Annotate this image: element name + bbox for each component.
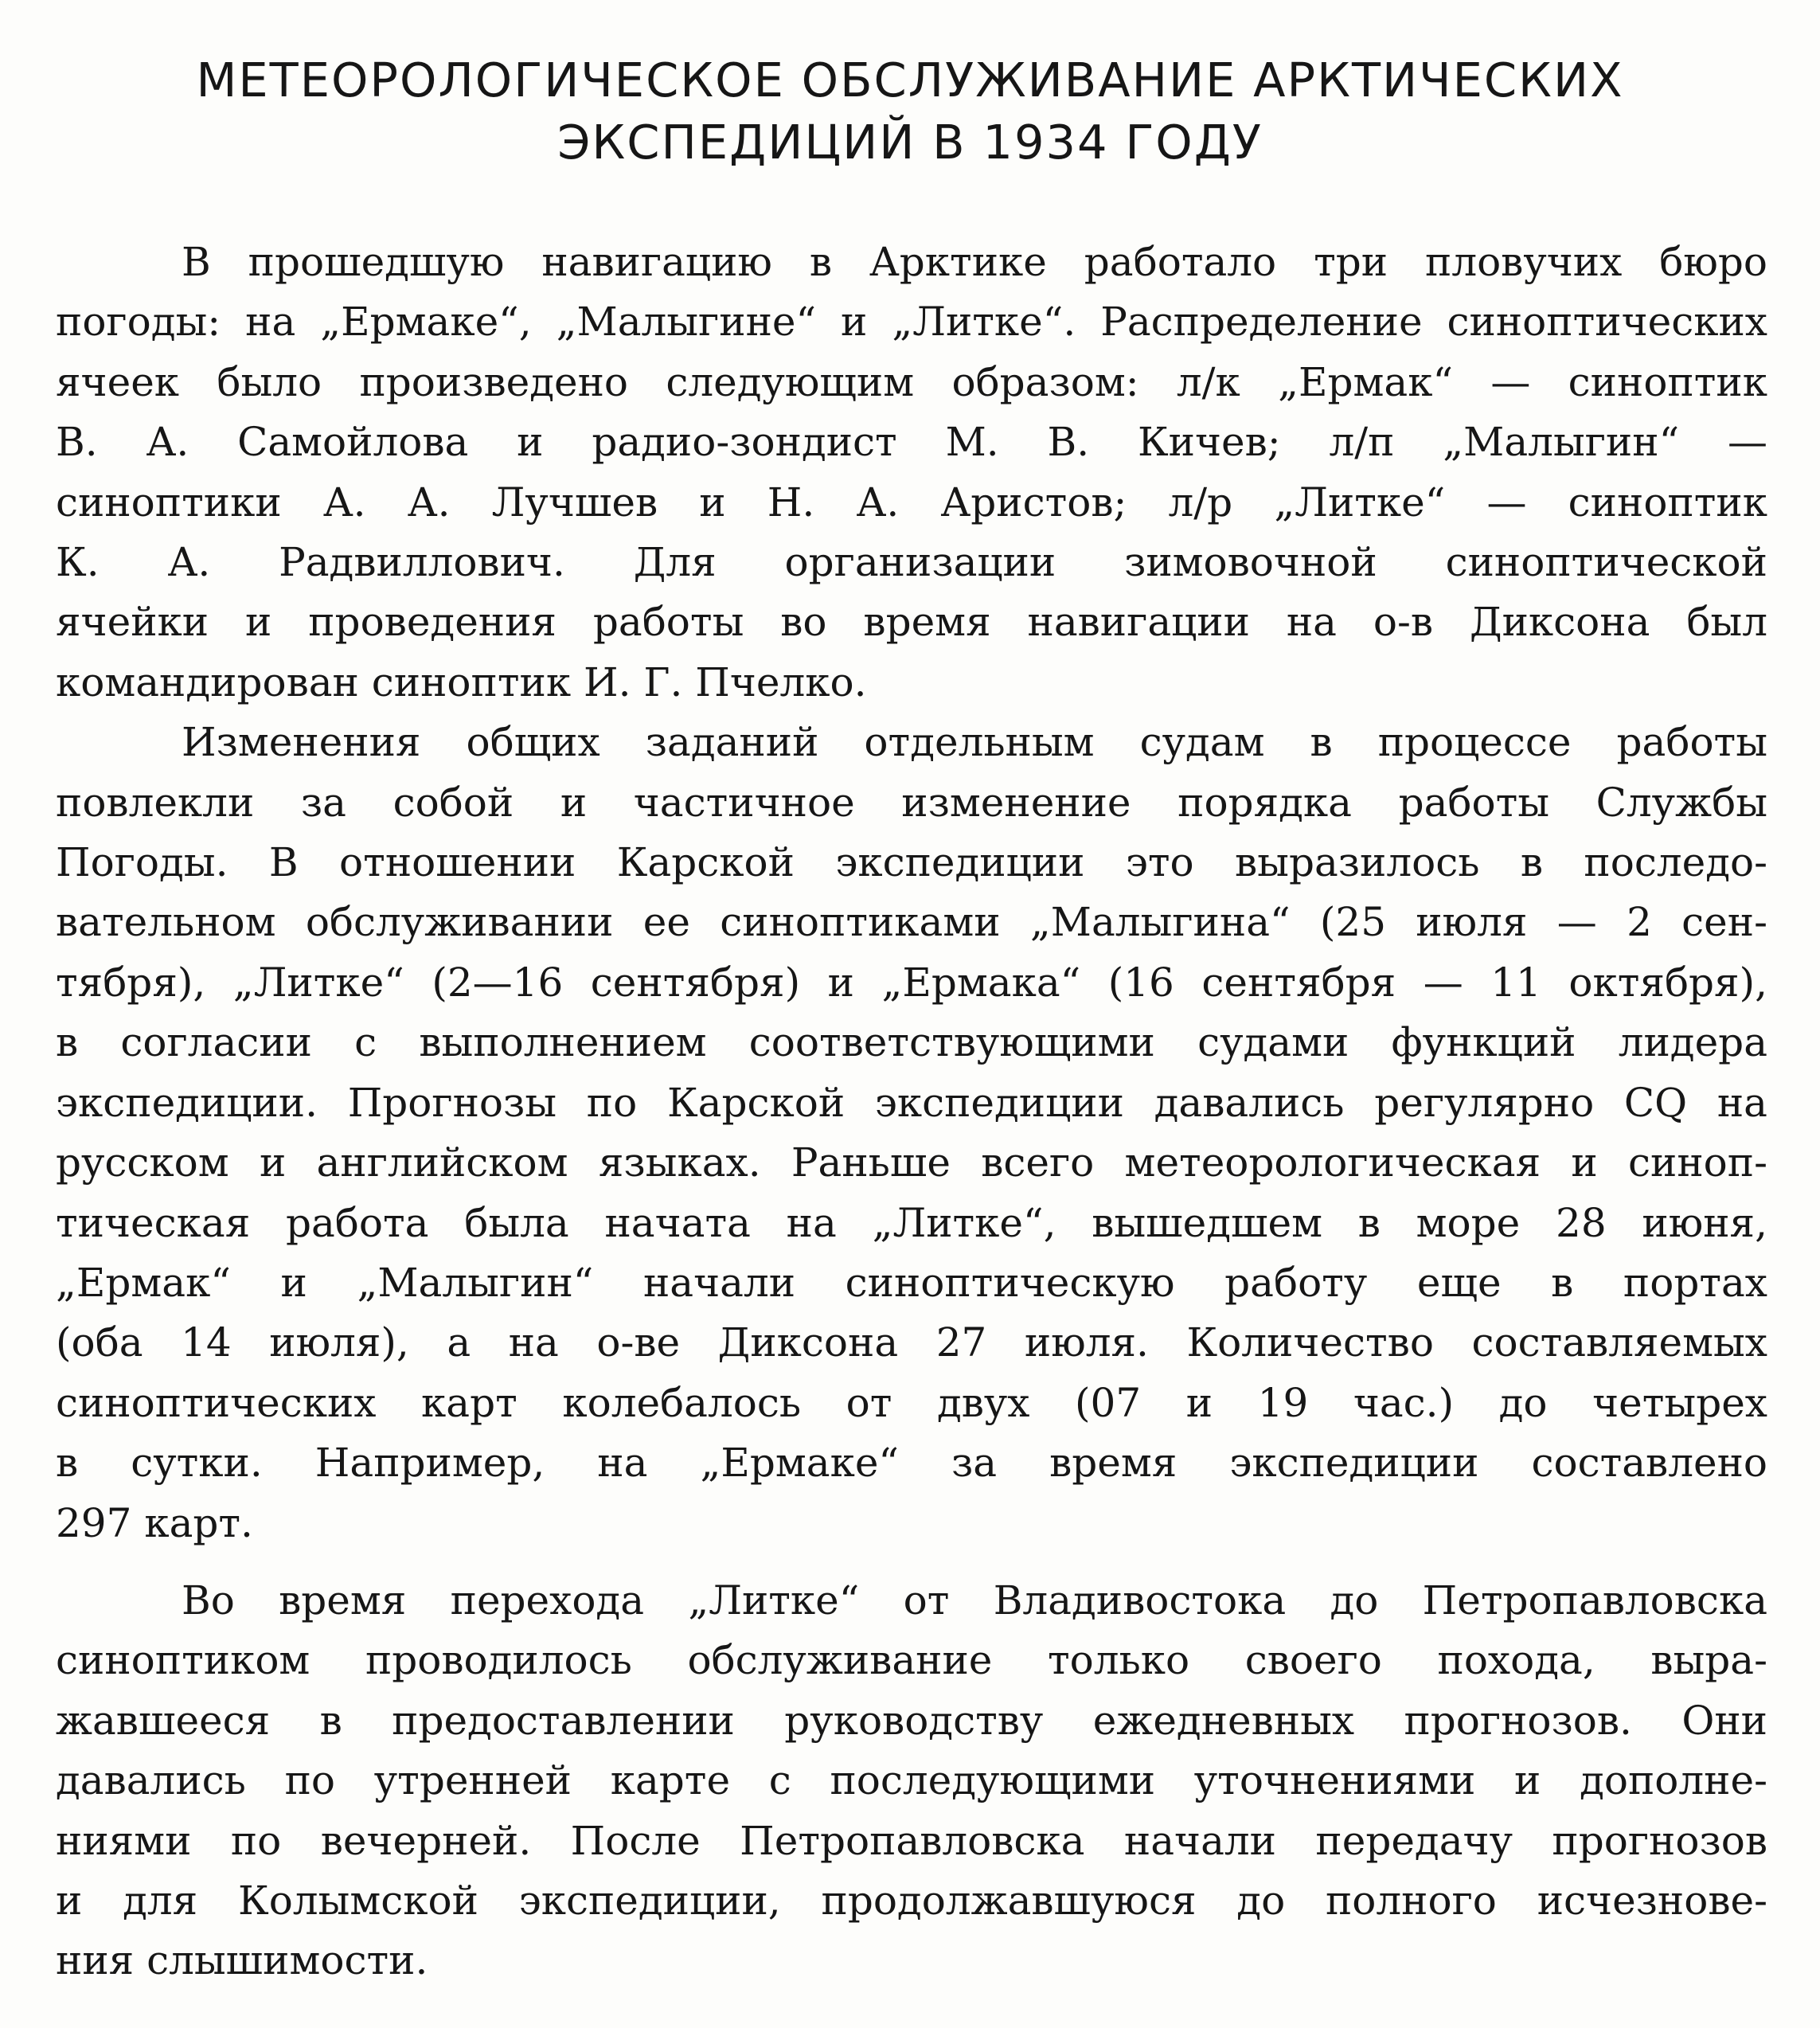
paragraph-1 <box>56 232 1767 713</box>
text-line: тября), „Литке“ (2—16 сентября) и „Ермака“ (16 сентября — 11 октября), <box>56 959 1767 1006</box>
paragraph-2 <box>56 713 1767 1553</box>
text-line: повлекли за собой и частичное изменение порядка работы Службы <box>56 779 1767 826</box>
text-line: погоды: на „Ермаке“, „Малыгине“ и „Литке“. Распределение синоптических <box>56 299 1767 346</box>
text-line: В. А. Самойлова и радио-зондист М. В. Кичев; л/п „Малыгин“ — <box>56 419 1767 466</box>
article-body <box>56 232 1767 1991</box>
text-line: ния слышимости. <box>56 1937 428 1984</box>
text-line: 297 карт. <box>56 1499 253 1546</box>
text-line: вательном обслуживании ее синоптиками „Малыгина“ (25 июля — 2 сен- <box>56 899 1767 946</box>
text-line: ниями по вечерней. После Петропавловска начали передачу прогнозов <box>56 1817 1767 1864</box>
text-line: тическая работа была начата на „Литке“, вышедшем в море 28 июня, <box>56 1199 1767 1246</box>
text-line: „Ермак“ и „Малыгин“ начали синоптическую работу еще в портах <box>56 1259 1767 1306</box>
text-line: (оба 14 июля), а на о-ве Диксона 27 июля. Количество составляемых <box>56 1319 1767 1366</box>
text-line: экспедиции. Прогнозы по Карской экспедиции давались регулярно CQ на <box>56 1079 1767 1126</box>
text-line: синоптики А. А. Лучшев и Н. А. Аристов; л/р „Литке“ — синоптик <box>56 479 1767 526</box>
text-line: командирован синоптик И. Г. Пчелко. <box>56 658 867 705</box>
text-line: Во время перехода „Литке“ от Владивостока до Петропавловска <box>182 1577 1767 1624</box>
text-line: давались по утренней карте с последующими уточнениями и дополне- <box>56 1757 1767 1804</box>
text-line: русском и английском языках. Раньше всего метеорологическая и синоп- <box>56 1139 1767 1186</box>
text-line: в сутки. Например, на „Ермаке“ за время экспедиции составлено <box>56 1440 1767 1487</box>
paragraph-3 <box>56 1571 1767 1991</box>
text-line: синоптиком проводилось обслуживание только своего похода, выра- <box>56 1637 1767 1684</box>
text-line: В прошедшую навигацию в Арктике работало три пловучих бюро <box>182 239 1767 285</box>
text-line: и для Колымской экспедиции, продолжавшуюся до полного исчезнове- <box>56 1877 1767 1924</box>
text-line: жавшееся в предоставлении руководству ежедневных прогнозов. Они <box>56 1697 1767 1744</box>
text-line: ячеек было произведено следующим образом: л/к „Ермак“ — синоптик <box>56 358 1767 405</box>
text-line: Погоды. В отношении Карской экспедиции это выразилось в последо- <box>56 839 1767 886</box>
text-line: в согласии с выполнением соответствующими судами функций лидера <box>56 1019 1767 1066</box>
article-title <box>0 49 1820 174</box>
title-line-2: ЭКСПЕДИЦИЙ В 1934 ГОДУ <box>557 115 1263 170</box>
title-line-1: МЕТЕОРОЛОГИЧЕСКОЕ ОБСЛУЖИВАНИЕ АРКТИЧЕСКИХ <box>196 53 1624 107</box>
text-line: К. А. Радвиллович. Для организации зимовочной синоптической <box>56 539 1767 586</box>
text-line: синоптических карт колебалось от двух (07 и 19 час.) до четырех <box>56 1379 1767 1426</box>
text-line: Изменения общих заданий отдельным судам в процессе работы <box>182 719 1767 766</box>
text-line: ячейки и проведения работы во время навигации на о-в Диксона был <box>56 599 1767 646</box>
